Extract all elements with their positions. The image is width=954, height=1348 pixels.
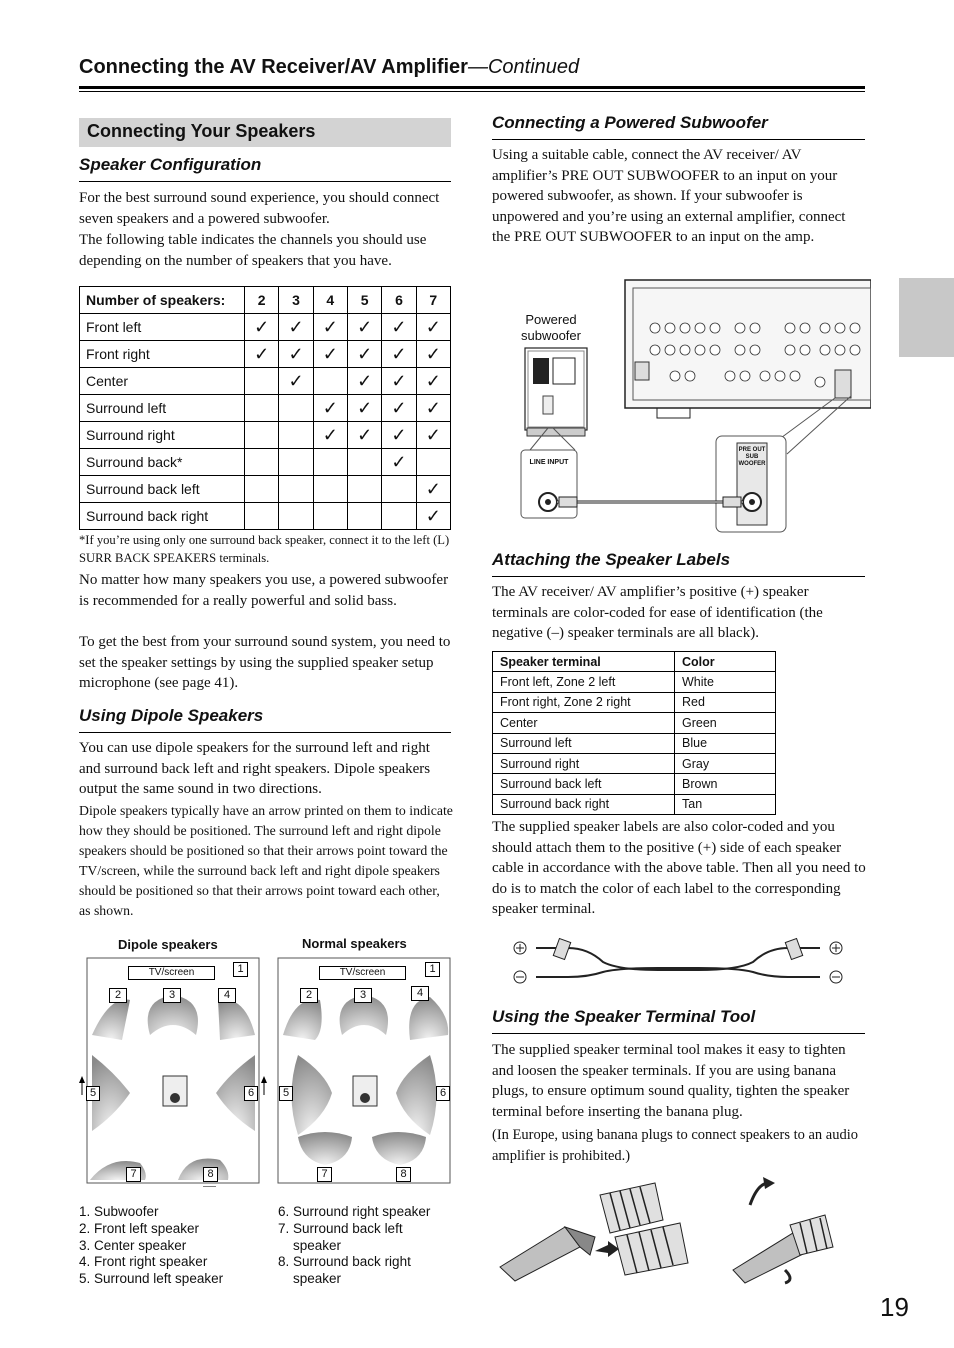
subwoofer-plate — [553, 358, 575, 384]
rotate-arrow-icon — [763, 1177, 775, 1189]
pre-out-jack-center — [749, 499, 755, 505]
number-badge: 3 — [354, 988, 372, 1003]
legend-item: 8. Surround back right — [278, 1254, 411, 1270]
legend-item: 7. Surround back left — [278, 1220, 403, 1236]
check-cell — [347, 503, 381, 530]
check-cell: ✓ — [245, 341, 279, 368]
table-cell: Tan — [675, 794, 776, 814]
surround-back-left-fan — [298, 1132, 352, 1165]
check-cell: ✓ — [245, 314, 279, 341]
tool-para1: The supplied speaker terminal tool makes it easy to tighten and loosen the speaker terminals. If you are using banana plugs, to ensure optimum sound quality, tighten the speaker terminal before inserting the banana plug. — [492, 1042, 850, 1120]
check-cell — [313, 368, 347, 395]
number-badge: 5 — [279, 1086, 293, 1101]
number-badge: 6 — [244, 1086, 258, 1101]
check-cell: ✓ — [416, 476, 450, 503]
check-cell — [382, 503, 416, 530]
table-cell: Surround back left — [80, 476, 245, 503]
up-arrow-icon — [261, 1076, 267, 1083]
table-header-cell: 7 — [416, 287, 450, 314]
check-cell — [382, 476, 416, 503]
table-header-row — [493, 652, 776, 672]
check-cell: ✓ — [382, 368, 416, 395]
number-badge: 2 — [109, 988, 127, 1003]
speaker-config-para4: To get the best from your surround sound system, you need to set the speaker settings by using the supplied speaker setup microphone (see page 41). — [79, 634, 451, 691]
front-right-fan — [218, 999, 255, 1040]
table-header-row — [80, 287, 451, 314]
number-badge: 7 — [317, 1167, 332, 1182]
receiver-back-panel — [625, 280, 871, 408]
subwoofer-socket — [543, 396, 553, 414]
check-cell: ✓ — [347, 314, 381, 341]
front-right-fan — [409, 997, 448, 1040]
tool-heading: Using the Speaker Terminal Tool — [492, 1007, 756, 1026]
table-cell: Surround left — [493, 733, 675, 753]
table-header-cell: Speaker terminal — [493, 652, 675, 672]
terminal-tool-diagram — [495, 1175, 840, 1285]
subhead-rule — [492, 576, 865, 577]
check-cell: ✓ — [279, 341, 313, 368]
labels-para2: The supplied speaker labels are also color-coded and you should attach them to the positive (+) side of each speaker cable in accordance with the above table. Then all you need to do is to match the color of each label to the corresponding speaker terminal. — [492, 819, 866, 917]
label-line: PRE OUT — [738, 447, 766, 453]
cable-plug — [559, 497, 577, 507]
number-badge: 6 — [436, 1086, 450, 1101]
speaker-layout-diagrams — [70, 955, 460, 1187]
check-cell — [279, 503, 313, 530]
table-cell: Gray — [675, 753, 776, 773]
legend-item: 4. Front right speaker — [79, 1254, 208, 1270]
speaker-config-para1: For the best surround sound experience, you should connect seven speakers and a powered subwoofer. — [79, 190, 440, 227]
table-cell: Surround back right — [493, 794, 675, 814]
check-cell: ✓ — [382, 341, 416, 368]
subwoofer-base — [527, 428, 585, 436]
number-badge: 7 — [126, 1167, 141, 1182]
page-number: 19 — [880, 1292, 909, 1322]
table-row — [80, 395, 451, 422]
front-left-fan — [283, 999, 322, 1040]
table-row — [80, 368, 451, 395]
legend-item: 1. Subwoofer — [79, 1204, 159, 1219]
legend-item: 5. Surround left speaker — [79, 1271, 224, 1287]
table-row — [493, 794, 776, 814]
table-row — [80, 341, 451, 368]
rotate-arrow-icon — [750, 1183, 767, 1205]
legend-item: 6. Surround right speaker — [278, 1204, 431, 1219]
check-cell: ✓ — [347, 341, 381, 368]
speaker-config-para2: The following table indicates the channels you should use depending on the number of speakers that you have. — [79, 232, 427, 269]
speaker-config-para3: No matter how many speakers you use, a powered subwoofer is recommended for a really powerful and solid bass. — [79, 572, 449, 609]
labels-para1: The AV receiver/ AV amplifier’s positive (+) speaker terminals are color-coded for ease of identification (the negative (–) speaker terminals are all black). — [492, 584, 823, 641]
line-input-jack-center — [545, 499, 551, 505]
receiver-foot — [657, 408, 690, 418]
table-cell: Brown — [675, 774, 776, 794]
table-header-cell: 3 — [279, 287, 313, 314]
table-header-cell: Number of speakers: — [80, 287, 245, 314]
table-header-cell: 5 — [347, 287, 381, 314]
table-cell: Surround right — [493, 753, 675, 773]
section-title: Connecting Your Speakers — [87, 121, 316, 141]
check-cell — [347, 476, 381, 503]
cable-label-tag — [785, 938, 802, 959]
subwoofer-port — [533, 358, 549, 384]
line-input-label: LINE INPUT — [529, 459, 569, 466]
table-row — [80, 503, 451, 530]
number-badge: 5 — [86, 1086, 100, 1101]
subwoofer-para: Using a suitable cable, connect the AV receiver/ AV amplifier’s PRE OUT SUBWOOFER to an input on your powered subwoofer, as shown. If your subwoofer is unpowered and you’re using an external amplifier, connect the PRE OUT SUBWOOFER to an input on the amp. — [492, 147, 846, 245]
table-cell: Front right, Zone 2 right — [493, 692, 675, 712]
label-line: SUB — [745, 454, 759, 460]
listener-head-icon — [360, 1093, 370, 1103]
check-cell — [245, 395, 279, 422]
table-cell: Surround right — [80, 422, 245, 449]
rotate-arrow-icon — [785, 1270, 790, 1283]
table-row — [493, 774, 776, 794]
check-cell — [279, 476, 313, 503]
check-cell — [245, 368, 279, 395]
check-cell: ✓ — [416, 395, 450, 422]
number-badge: 2 — [300, 988, 318, 1003]
check-cell: ✓ — [416, 503, 450, 530]
cable-label-tag — [553, 938, 570, 959]
table-row — [493, 692, 776, 712]
check-cell — [245, 449, 279, 476]
check-cell — [245, 476, 279, 503]
label-line: subwoofer — [521, 328, 581, 343]
legend-right — [278, 1204, 458, 1288]
section-title-bar — [79, 118, 451, 147]
header-rule-thin — [79, 91, 865, 92]
check-cell — [279, 449, 313, 476]
table-row — [493, 753, 776, 773]
number-badge: 4 — [411, 986, 429, 1001]
dipole-para2: Dipole speakers typically have an arrow printed on them to indicate how they should be positioned. The surround left and right dipole speakers should be positioned so that their arrows point toward the TV/screen, while the surround back left and right dipole speakers should be positioned so that their arrows point toward each other, as shown. — [79, 803, 453, 918]
check-cell: ✓ — [313, 395, 347, 422]
dipole-para1: You can use dipole speakers for the surround left and right and surround back left and right speakers. Dipole speakers output the same sound in two directions. — [79, 740, 431, 797]
table-header-cell: Color — [675, 652, 776, 672]
table-header-cell: 6 — [382, 287, 416, 314]
speaker-config-heading: Speaker Configuration — [79, 155, 262, 174]
subhead-rule — [492, 1033, 865, 1034]
check-cell: ✓ — [347, 368, 381, 395]
dipole-diagram-title: Dipole speakers — [118, 937, 218, 952]
normal-diagram-title: Normal speakers — [302, 936, 407, 951]
surround-left-fan — [292, 1055, 333, 1135]
legend-item: speaker — [293, 1237, 342, 1253]
check-cell: ✓ — [279, 368, 313, 395]
table-row — [80, 422, 451, 449]
subwoofer-heading: Connecting a Powered Subwoofer — [492, 113, 768, 132]
number-badge: 8 — [203, 1167, 218, 1182]
surround-back-right-fan — [372, 1132, 426, 1165]
tv-screen-label: TV/screen — [128, 966, 215, 980]
check-cell: ✓ — [382, 449, 416, 476]
check-cell: ✓ — [313, 314, 347, 341]
check-cell: ✓ — [347, 395, 381, 422]
cable-plug — [723, 497, 741, 507]
check-cell — [245, 503, 279, 530]
subhead-rule — [492, 139, 865, 140]
speaker-cable-positive — [536, 948, 820, 970]
table-header-cell: 2 — [245, 287, 279, 314]
table-row — [80, 449, 451, 476]
check-cell: ✓ — [416, 422, 450, 449]
number-badge: 1 — [233, 962, 248, 977]
subhead-rule — [79, 181, 451, 182]
table-row — [80, 314, 451, 341]
check-cell — [313, 449, 347, 476]
dipole-heading: Using Dipole Speakers — [79, 706, 264, 725]
chapter-side-tab — [899, 278, 954, 357]
check-cell: ✓ — [279, 314, 313, 341]
check-cell — [313, 503, 347, 530]
check-cell — [416, 449, 450, 476]
table-cell: Front left, Zone 2 left — [493, 672, 675, 692]
tv-screen-label: TV/screen — [319, 966, 406, 980]
number-badge: 4 — [218, 988, 236, 1003]
legend-item: speaker — [293, 1271, 342, 1287]
page-header-title: Connecting the AV Receiver/AV Amplifier—Continued — [79, 56, 580, 78]
pre-out-label — [737, 447, 767, 468]
table-cell: Red — [675, 692, 776, 712]
check-cell — [313, 476, 347, 503]
table-row — [493, 672, 776, 692]
check-cell — [279, 422, 313, 449]
table-cell: Front left — [80, 314, 245, 341]
table-row — [493, 713, 776, 733]
table-cell: Center — [493, 713, 675, 733]
check-cell: ✓ — [313, 422, 347, 449]
table-cell: Center — [80, 368, 245, 395]
up-arrow-icon — [79, 1076, 85, 1083]
subwoofer-connection-diagram — [515, 278, 871, 536]
table-cell: Front right — [80, 341, 245, 368]
speaker-terminal-icon — [600, 1183, 663, 1233]
table-cell: White — [675, 672, 776, 692]
speaker-footnote: *If you’re using only one surround back speaker, connect it to the left (L) SURR BACK SPEAKERS terminals. — [79, 533, 450, 565]
speaker-config-table — [79, 286, 451, 530]
tool-para2: (In Europe, using banana plugs to connect speakers to an audio amplifier is prohibited.) — [492, 1127, 859, 1164]
arrow-right-icon — [595, 1241, 619, 1257]
check-cell: ✓ — [347, 422, 381, 449]
listener-head-icon — [170, 1093, 180, 1103]
number-badge: 3 — [163, 988, 181, 1003]
check-cell: ✓ — [416, 368, 450, 395]
check-cell — [245, 422, 279, 449]
terminal-tool-icon — [500, 1227, 580, 1281]
check-cell — [279, 395, 313, 422]
table-header-cell: 4 — [313, 287, 347, 314]
table-row — [493, 733, 776, 753]
label-line: WOOFER — [738, 461, 766, 467]
header-rule-thick — [79, 86, 865, 89]
surround-right-fan — [396, 1055, 437, 1135]
number-badge: 1 — [425, 962, 440, 977]
check-cell: ✓ — [416, 314, 450, 341]
table-cell: Green — [675, 713, 776, 733]
table-cell: Blue — [675, 733, 776, 753]
subhead-rule — [79, 732, 451, 733]
check-cell — [347, 449, 381, 476]
table-cell: Surround back left — [493, 774, 675, 794]
check-cell: ✓ — [382, 395, 416, 422]
color-code-table — [492, 651, 776, 815]
check-cell: ✓ — [313, 341, 347, 368]
legend-left — [79, 1204, 269, 1288]
labels-heading: Attaching the Speaker Labels — [492, 550, 731, 569]
table-cell: Surround back* — [80, 449, 245, 476]
pre-out-jack-panel — [835, 370, 851, 398]
legend-item: 2. Front left speaker — [79, 1220, 200, 1236]
legend-item: 3. Center speaker — [79, 1237, 187, 1253]
front-left-fan — [92, 999, 130, 1040]
number-badge: 8 — [396, 1167, 411, 1182]
check-cell: ✓ — [382, 314, 416, 341]
check-cell: ✓ — [382, 422, 416, 449]
table-cell: Surround left — [80, 395, 245, 422]
speaker-cable-diagram — [508, 932, 848, 988]
check-cell: ✓ — [416, 341, 450, 368]
table-row — [80, 476, 451, 503]
terminal-tool-icon — [733, 1233, 805, 1283]
table-cell: Surround back right — [80, 503, 245, 530]
label-line: Powered — [525, 312, 577, 327]
receiver-connector — [635, 362, 649, 380]
